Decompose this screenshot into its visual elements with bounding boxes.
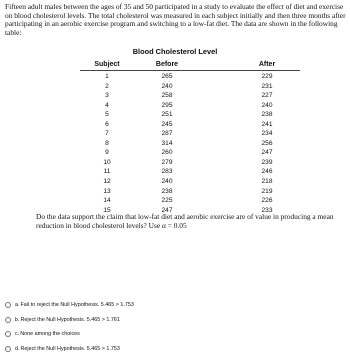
cell-after: 218 <box>261 178 273 186</box>
cell-after: 229 <box>261 73 273 80</box>
cell-before: 295 <box>161 101 173 109</box>
cell-after: 239 <box>261 158 273 166</box>
cell-before: 287 <box>161 130 173 138</box>
column-header-subject: Subject <box>94 61 120 68</box>
cell-before: 247 <box>161 206 173 214</box>
cell-after: 246 <box>261 168 273 176</box>
cell-before: 283 <box>161 168 173 176</box>
cell-after: 219 <box>261 187 273 195</box>
option-c[interactable] <box>5 327 335 342</box>
cell-after: 240 <box>261 101 273 109</box>
header-divider <box>80 70 300 71</box>
radio-button-a[interactable] <box>5 302 11 308</box>
column-header-after: After <box>258 61 276 68</box>
question-text: Do the data support the claim that low-fat diet and aerobic exercise are of value in producing a mean reduction in blood cholesterol levels? Use α = 0.05 <box>36 212 334 230</box>
problem-intro: Fifteen adult males between the ages of 35 and 50 participated in a study to evaluate the effect of diet and exercise on blood cholesterol levels. The total cholesterol was measured in each subject initially and then three months after participating in an aerobic exercise program and switching to a low-fat diet. The data are shown in the following table: <box>5 2 346 37</box>
cell-subject: 10 <box>103 158 111 166</box>
table-row <box>80 72 300 82</box>
cell-subject: 5 <box>105 111 109 119</box>
table-row <box>80 148 300 158</box>
column-header-before: Before <box>155 61 179 68</box>
cell-before: 240 <box>161 178 173 186</box>
table-title: Blood Cholesterol Level <box>132 47 218 56</box>
option-text: Reject the Null Hypothesis. 5.465 > 1.761 <box>20 316 120 323</box>
cell-subject: 14 <box>103 197 111 205</box>
cell-subject: 12 <box>103 178 111 186</box>
option-b[interactable] <box>5 313 335 328</box>
option-letter: c. <box>15 331 20 338</box>
cell-before: 225 <box>161 197 173 205</box>
cell-after: 256 <box>261 139 273 147</box>
cell-subject: 13 <box>103 187 111 195</box>
cell-before: 260 <box>161 149 173 157</box>
cell-before: 240 <box>161 82 173 90</box>
table-header <box>80 59 300 70</box>
cell-before: 258 <box>161 92 173 100</box>
cell-after: 233 <box>261 206 273 214</box>
cell-after: 238 <box>261 111 273 119</box>
option-letter: a. <box>15 302 20 309</box>
option-text: Fail to reject the Null Hypothesis. 5.465 > 1.753 <box>20 302 134 309</box>
table-row <box>80 139 300 149</box>
cell-after: 241 <box>261 120 273 128</box>
cell-subject: 15 <box>103 206 111 214</box>
cell-after: 226 <box>261 197 273 205</box>
table-row <box>80 110 300 120</box>
table-row <box>80 82 300 92</box>
cell-before: 238 <box>161 187 173 195</box>
cell-after: 234 <box>261 130 273 138</box>
cell-subject: 9 <box>105 149 109 157</box>
cell-subject: 3 <box>105 92 109 100</box>
table-row <box>80 91 300 101</box>
cell-subject: 4 <box>105 101 109 109</box>
option-text: None among the choices <box>20 331 80 338</box>
table-row <box>80 187 300 197</box>
table-row <box>80 158 300 168</box>
cell-before: 265 <box>161 73 173 80</box>
cell-before: 245 <box>161 120 173 128</box>
table-row <box>80 177 300 187</box>
option-d[interactable] <box>5 342 335 357</box>
cell-subject: 7 <box>105 130 109 138</box>
radio-button-c[interactable] <box>5 331 11 337</box>
option-text: Reject the Null Hypothesis. 5.465 > 1.753 <box>20 345 120 352</box>
answer-options <box>5 298 335 356</box>
cell-after: 247 <box>261 149 273 157</box>
cell-subject: 11 <box>103 168 111 176</box>
radio-button-b[interactable] <box>5 317 11 323</box>
option-letter: d. <box>15 345 20 352</box>
cell-before: 279 <box>161 158 173 166</box>
cell-subject: 1 <box>105 73 109 80</box>
cell-after: 227 <box>261 92 273 100</box>
option-letter: b. <box>15 316 20 323</box>
cell-before: 314 <box>161 139 173 147</box>
radio-button-d[interactable] <box>5 346 11 352</box>
option-a[interactable] <box>5 298 335 313</box>
cell-subject: 2 <box>105 82 109 90</box>
cell-before: 251 <box>161 111 173 119</box>
cell-after: 231 <box>261 82 273 90</box>
table-row <box>80 196 300 206</box>
cholesterol-table <box>80 59 300 215</box>
table-row <box>80 101 300 111</box>
table-row <box>80 167 300 177</box>
cell-subject: 6 <box>105 120 109 128</box>
cell-subject: 8 <box>105 139 109 147</box>
table-row <box>80 120 300 130</box>
table-row <box>80 129 300 139</box>
